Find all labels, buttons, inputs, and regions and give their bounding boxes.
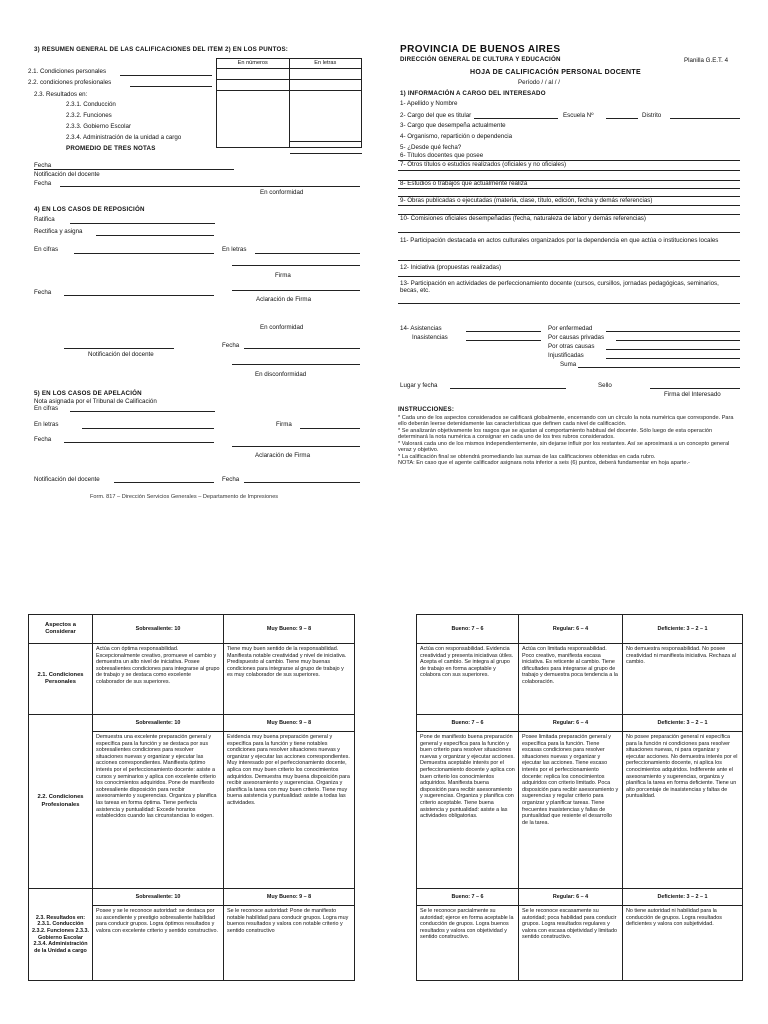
section3-title: 3) RESUMEN GENERAL DE LAS CALIFICACIONES DEL ITEM 2) EN LOS PUNTOS:	[34, 46, 289, 53]
desc-deficiente-1: No demuestra responsabilidad. No posee creatividad ni manifiesta iniciativa. Rechaza al cambio.	[623, 644, 743, 715]
firma-1: Firma	[275, 272, 291, 279]
planilla-label: Planilla G.E.T. 4	[684, 57, 729, 64]
direccion-title: DIRECCIÓN GENERAL DE CULTURA Y EDUCACIÓN	[400, 56, 561, 63]
muybueno-header-1: Muy Bueno: 9 – 8	[224, 615, 355, 644]
lugar-fecha-label: Lugar y fecha	[400, 382, 438, 389]
inasistencias-label: Inasistencias	[412, 334, 448, 341]
provincia-title: PROVINCIA DE BUENOS AIRES	[400, 44, 561, 55]
field-2: 2- Cargo del que es titular	[400, 112, 472, 119]
distrito-label: Distrito	[642, 112, 662, 119]
en-cifras-2: En cifras	[34, 405, 59, 412]
privadas-label: Por causas privadas	[548, 334, 605, 341]
desc-bueno-1: Actúa con responsabilidad. Evidencia creatividad y presenta iniciativas útiles. Acepta el cambio. Se integra al grupo de trabajo en forma aceptable y colabora con sus superiores.	[417, 644, 519, 715]
sobresaliente-header-1: Sobresaliente: 10	[93, 615, 224, 644]
desc-deficiente-2: No posee preparación general ni específica para la función ni condiciones para resolver situaciones nuevas, ni para organizar y ejecutar acciones. No demuestra interés por el perfeccionamiento docente, ni aplica los conocimientos adquiridos. Indiferente ante el asesoramiento y sugerencias, organiza y planifica la tarea en forma deficiente. Tiene un alto porcentaje de inasistencias y faltas de puntualidad.	[623, 732, 743, 889]
en-letras-2: En letras	[34, 421, 59, 428]
desc-bueno-3: Se le reconoce parcialmente su autoridad; ejerce en forma aceptable la conducción de grupos. Logra buenos resultados y valora con objetividad y sentido constructivo.	[417, 906, 519, 981]
instruccion-3: * Valorará cada uno de los mismos independientemente, sin dejarse influir por los restantes. Así se aproximará a un concepto general veraz y objetivo.	[398, 440, 730, 454]
deficiente-header-1: Deficiente: 3 – 2 – 1	[623, 615, 743, 644]
rating-table-left	[28, 614, 355, 981]
fecha-label-1: Fecha	[34, 162, 52, 169]
col-letras-header: En letras	[289, 59, 361, 69]
suma-label: Suma	[560, 361, 577, 368]
muybueno-header-3: Muy Bueno: 9 – 8	[224, 889, 355, 906]
field-9: 9- Obras publicadas o ejecutadas (materia, clase, título, edición, fecha y demás referencias)	[400, 197, 653, 204]
row-condiciones-personales: 2.1. Condiciones personales	[28, 68, 107, 75]
bueno-header-3: Bueno: 7 – 6	[417, 889, 519, 906]
desc-muybueno-1: Tiene muy buen sentido de la responsabilidad. Manifiesta notable creatividad y nivel de iniciativa. Predispuesto al cambio. Tiene muy buenas condiciones para integrarse al grupo de trabajo y es muy colaborador de sus superiores.	[224, 644, 355, 715]
sec1-title: 1) INFORMACIÓN A CARGO DEL INTERESADO	[400, 90, 546, 97]
deficiente-header-2: Deficiente: 3 – 2 – 1	[623, 715, 743, 732]
fecha-label-2: Fecha	[34, 180, 52, 187]
section4-title: 4) EN LOS CASOS DE REPOSICIÓN	[34, 206, 145, 213]
desc-bueno-2: Pone de manifiesto buena preparación general y específica para la función y buen criterio para resolver situaciones nuevas y organizar y ejecutar acciones. Demuestra aceptable interés por el perfeccionamiento docente y aplica con buen criterio los conocimientos adquiridos. Manifiesta buena disposición para recibir asesoramiento y sugerencias. Organiza y planifica con criterio aceptable. Tiene buena asistencia y puntualidad: asiste a las actividades obligatorias.	[417, 732, 519, 889]
en-conformidad-1: En conformidad	[260, 189, 304, 196]
instruccion-4: * La calificación final se obtendrá promediando las sumas de las calificaciones obtenidas en cada rubro.	[398, 453, 656, 460]
sello-label: Sello	[598, 382, 612, 389]
summary-grid	[216, 58, 362, 148]
en-letras-1: En letras	[222, 246, 247, 253]
nota-asignada: Nota asignada por el Tribunal de Calificación	[34, 398, 157, 405]
aclaracion-2: Aclaración de Firma	[255, 452, 311, 459]
notificacion-label-1: Notificación del docente	[34, 171, 100, 178]
rating-table-right	[416, 614, 743, 981]
notificacion-label-2: Notificación del docente	[88, 351, 154, 358]
desc-regular-1: Actúa con limitada responsabilidad. Poco creativo, manifiesta escasa iniciativa. Es reticente al cambio. Tiene dificultades para integrarse al grupo de trabajo y demuestra poca tendencia a la colaboración.	[519, 644, 623, 715]
aspecto-resultados: 2.3. Resultados en: 2.3.1. Conducción 2.3.2. Funciones 2.3.3. Gobierno Escolar 2.3.4. Administración de la Unidad a cargo	[29, 889, 93, 981]
regular-header-2: Regular: 6 – 4	[519, 715, 623, 732]
periodo-label: Período / / al / /	[518, 79, 560, 86]
bueno-header-2: Bueno: 7 – 6	[417, 715, 519, 732]
row-funciones: 2.3.2. Funciones	[66, 112, 112, 119]
firma-interesado-label: Firma del Interesado	[664, 391, 721, 398]
enfermedad-label: Por enfermedad	[548, 325, 593, 332]
field-3: 3- Cargo que desempeña actualmente	[400, 122, 506, 129]
escuela-label: Escuela Nº	[563, 112, 594, 119]
row-administracion: 2.3.4. Administración de la unidad a cargo	[66, 134, 182, 141]
injustificadas-label: Injustificadas	[548, 352, 584, 359]
field-1: 1- Apellido y Nombre	[400, 100, 458, 107]
bueno-header-1: Bueno: 7 – 6	[417, 615, 519, 644]
fecha-label-6: Fecha	[222, 476, 240, 483]
instruccion-1: * Cada uno de los aspectos considerados se calificará globalmente, encerrando con un círculo la nota numérica que corresponde. Para ello deberán leerse detenidamente las características que definen cada nivel de calificación.	[398, 415, 734, 428]
desc-regular-2: Posee limitada preparación general y específica para la función. Tiene escasas condiciones para resolver situaciones nuevas y organizar y ejecutar las acciones. Tiene escaso interés por el perfeccionamiento docente: replica los conocimientos adquiridos con criterio limitado. Poca disposición para recibir asesoramiento y sugerencias y regular criterio para organizar y planificar tareas. Tiene frecuentes inasistencias y fallas de puntualidad que resiente el desarrollo de la tarea.	[519, 732, 623, 889]
aspecto-condiciones-personales: 2.1. Condiciones Personales	[29, 644, 93, 715]
aspecto-condiciones-profesionales: 2.2. Condiciones Profesionales	[29, 715, 93, 889]
notificacion-label-3: Notificación del docente	[34, 476, 100, 483]
hoja-title: HOJA DE CALIFICACIÓN PERSONAL DOCENTE	[470, 69, 641, 76]
section5-title: 5) EN LOS CASOS DE APELACIÓN	[34, 390, 142, 397]
rectifica-label: Rectifica y asigna	[34, 228, 83, 235]
form-footer: Form. 817 – Dirección Servicios Generales – Departamento de Impresiones	[90, 494, 279, 500]
field-4: 4- Organismo, repartición o dependencia	[400, 133, 513, 140]
en-disconformidad: En disconformidad	[255, 371, 307, 378]
desc-sobresaliente-3: Posee y se le reconoce autoridad: se destaca por su ascendiente y prestigio sobresaliente habilidad para conducir grupos. Logra óptimos resultados y valora con excelente criterio y sentido constructivo.	[93, 906, 224, 981]
instrucciones-title: INSTRUCCIONES:	[398, 406, 455, 413]
regular-header-3: Regular: 6 – 4	[519, 889, 623, 906]
instruccion-2: * Se analizarán objetivamente los rasgos que se ajustan al comportamiento habitual del docente. Sólo luego de esta operación determinará la nota numérica a consignar en cada uno de los tres rubros considerados.	[398, 427, 713, 441]
instruccion-nota: NOTA: En caso que el agente calificador asignara nota inferior a seis (6) puntos, deberá fundamentar en hoja aparte.-	[398, 459, 690, 466]
fecha-label-3: Fecha	[34, 289, 52, 296]
field-5: 5- ¿Desde qué fecha?	[400, 144, 462, 151]
instrucciones-body	[398, 415, 743, 466]
row-gobierno-escolar: 2.3.3. Gobierno Escolar	[66, 123, 132, 130]
field-10: 10- Comisiones oficiales desempeñadas (fecha, naturaleza de labor y demás referencias)	[400, 215, 646, 222]
desc-muybueno-2: Evidencia muy buena preparación general y específica para la función y tiene notables condiciones para resolver situaciones nuevas y organizar y ejecutar las acciones correspondientes. Muy interesado por el perfeccionamiento docente, aplica con muy buen criterio los conocimientos adquiridos. Demuestra muy buena disposición para recibir asesoramiento y sugerencias. Organiza y planifica la tarea con muy buen criterio. Tiene muy buena asistencia y puntualidad: asiste a todas las actividades.	[224, 732, 355, 889]
otras-label: Por otras causas	[548, 343, 595, 350]
fecha-label-4: Fecha	[222, 342, 240, 349]
desc-muybueno-3: Se le reconoce autoridad: Pone de manifiesto notable habilidad para conducir grupos. Logra muy buenos resultados y valora con notable criterio y sentido constructivo	[224, 906, 355, 981]
en-conformidad-2: En conformidad	[260, 324, 304, 331]
promedio-label: PROMEDIO DE TRES NOTAS	[66, 145, 156, 152]
row-conduccion: 2.3.1. Conducción	[66, 101, 116, 108]
en-cifras-1: En cifras	[34, 246, 59, 253]
ratifica-label: Ratifica	[34, 216, 55, 223]
firma-2: Firma	[276, 421, 292, 428]
row-condiciones-profesionales: 2.2. condiciones profesionales	[28, 79, 112, 86]
aspectos-header: Aspectos a Considerar	[29, 615, 93, 644]
desc-sobresaliente-2: Demuestra una excelente preparación general y específica para la función y se destaca por sus sobresalientes condiciones para resolver situaciones nuevas y organizar y ejecutar las acciones correspondientes. Manifiesta óptimo interés por el perfeccionamiento docente: asiste a cursos y seminarios y aplica con excelente criterio los conocimientos adquiridos. Pone de manifiesto sobresaliente disposición para recibir asesoramiento y sugerencias. Organiza y planifica las tareas en forma óptima. Tiene perfecta asistencia y puntualidad: Excede horarios establecidos cuando las circunstancias lo exigen.	[93, 732, 224, 889]
desc-deficiente-3: No tiene autoridad ni habilidad para la conducción de grupos. Logra resultados deficientes y valora con subjetividad.	[623, 906, 743, 981]
muybueno-header-2: Muy Bueno: 9 – 8	[224, 715, 355, 732]
field-8: 8- Estudios o trabajos que actualmente realiza	[400, 180, 528, 187]
deficiente-header-3: Deficiente: 3 – 2 – 1	[623, 889, 743, 906]
asistencias-label: 14- Asistencias	[400, 325, 442, 332]
fecha-label-5: Fecha	[34, 436, 52, 443]
aclaracion-1: Aclaración de Firma	[256, 296, 312, 303]
sobresaliente-header-2: Sobresaliente: 10	[93, 715, 224, 732]
desc-sobresaliente-1: Actúa con óptima responsabilidad. Excepcionalmente creativo, promueve el cambio y demuestra un alto nivel de iniciativa. Posee sobresalientes condiciones para integrarse al grupo de trabajo y se destaca como excelente colaborador de sus superiores.	[93, 644, 224, 715]
field-13: 13- Participación en actividades de perfeccionamiento docente (cursos, cursillos, jornadas pedagógicas, seminarios, becas, etc.	[400, 280, 719, 295]
regular-header-1: Regular: 6 – 4	[519, 615, 623, 644]
field-11: 11- Participación destacada en actos culturales organizados por la dependencia en que actúa o instituciones locales	[400, 237, 719, 244]
field-7: 7- Otros títulos o estudios realizados (oficiales y no oficiales)	[400, 161, 567, 168]
field-12: 12- Iniciativa (propuestas realizadas)	[400, 264, 502, 271]
field-6: 6- Títulos docentes que posee	[400, 152, 484, 159]
desc-regular-3: Se le reconoce escasamente su autoridad; poca habilidad para conducir grupos. Logra resultados regulares y valora con escasa objetividad y limitado sentido constructivo.	[519, 906, 623, 981]
sobresaliente-header-3: Sobresaliente: 10	[93, 889, 224, 906]
col-numeros-header: En números	[217, 59, 290, 69]
row-resultados: 2.3. Resultados en:	[34, 91, 88, 98]
